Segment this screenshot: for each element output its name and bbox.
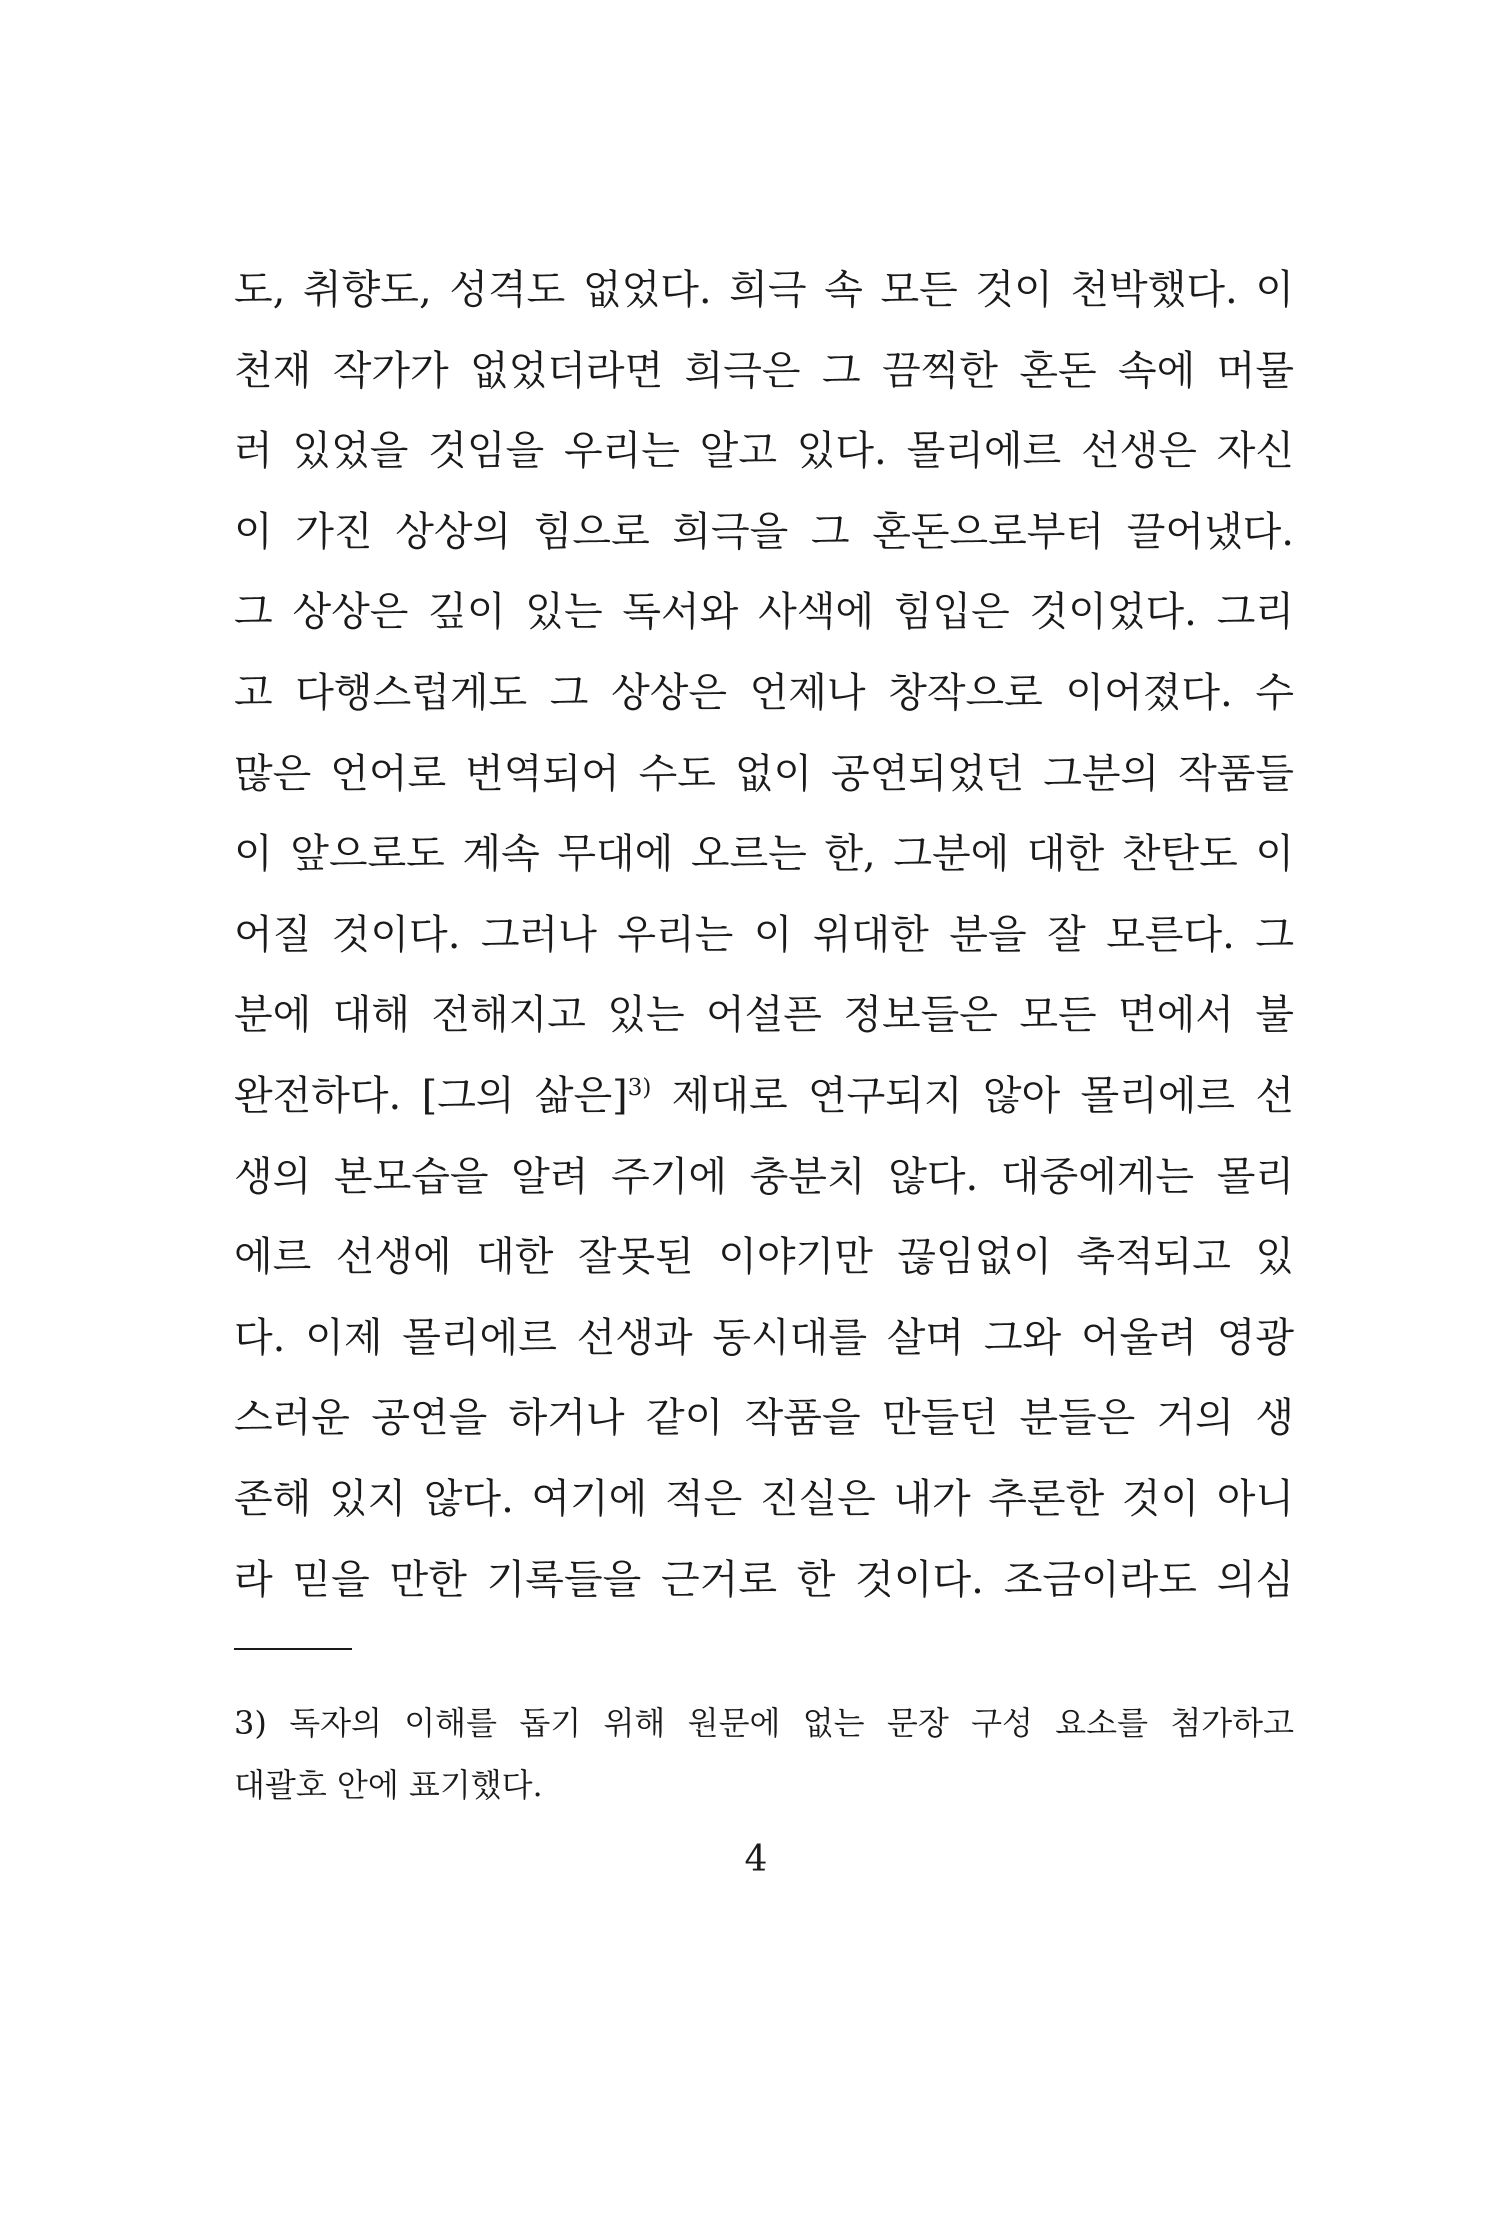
body-line-segment: 완전하다. [그의 삶은] (234, 1072, 628, 1119)
page-number: 4 (744, 1839, 768, 1880)
body-line: 도, 취향도, 성격도 없었다. 희극 속 모든 것이 천박했다. 이 (234, 267, 1294, 313)
body-line: 생의 본모습을 알려 주기에 충분치 않다. 대중에게는 몰리 (234, 1153, 1294, 1200)
footnote-reference: 3) (627, 1074, 652, 1101)
body-line: 스러운 공연을 하거나 같이 작품을 만들던 분들은 거의 생 (234, 1395, 1294, 1442)
body-line: 어질 것이다. 그러나 우리는 이 위대한 분을 잘 모른다. 그 (234, 911, 1294, 958)
footnote-line: 3) 독자의 이해를 돕기 위해 원문에 없는 문장 구성 요소를 첨가하고 (234, 1704, 1294, 1742)
body-line: 고 다행스럽게도 그 상상은 언제나 창작으로 이어졌다. 수 (234, 669, 1294, 716)
footnote (234, 1692, 1294, 1816)
body-line-segment: 제대로 연구되지 않아 몰리에르 선 (651, 1072, 1294, 1119)
body-line: 존해 있지 않다. 여기에 적은 진실은 내가 추론한 것이 아니 (234, 1475, 1294, 1522)
footnote-line: 대괄호 안에 표기했다. (234, 1766, 543, 1804)
body-line: 이 앞으로도 계속 무대에 오르는 한, 그분에 대한 찬탄도 이 (234, 831, 1294, 878)
body-line: 다. 이제 몰리에르 선생과 동시대를 살며 그와 어울려 영광 (234, 1314, 1294, 1361)
body-line: 러 있었을 것임을 우리는 알고 있다. 몰리에르 선생은 자신 (234, 428, 1294, 475)
body-line: 라 믿을 만한 기록들을 근거로 한 것이다. 조금이라도 의심 (234, 1556, 1294, 1603)
body-line: 분에 대해 전해지고 있는 어설픈 정보들은 모든 면에서 불 (234, 992, 1294, 1039)
body-text (234, 250, 1294, 1620)
body-line: 많은 언어로 번역되어 수도 없이 공연되었던 그분의 작품들 (234, 750, 1294, 797)
body-line: 천재 작가가 없었더라면 희극은 그 끔찍한 혼돈 속에 머물 (234, 347, 1294, 394)
body-line: 그 상상은 깊이 있는 독서와 사색에 힘입은 것이었다. 그리 (234, 589, 1294, 636)
footnote-divider (234, 1648, 352, 1650)
body-line: 에르 선생에 대한 잘못된 이야기만 끊임없이 축적되고 있 (234, 1234, 1294, 1281)
body-line: 이 가진 상상의 힘으로 희극을 그 혼돈으로부터 끌어냈다. (234, 508, 1294, 555)
body-line-with-footnote-ref (234, 1056, 1294, 1137)
